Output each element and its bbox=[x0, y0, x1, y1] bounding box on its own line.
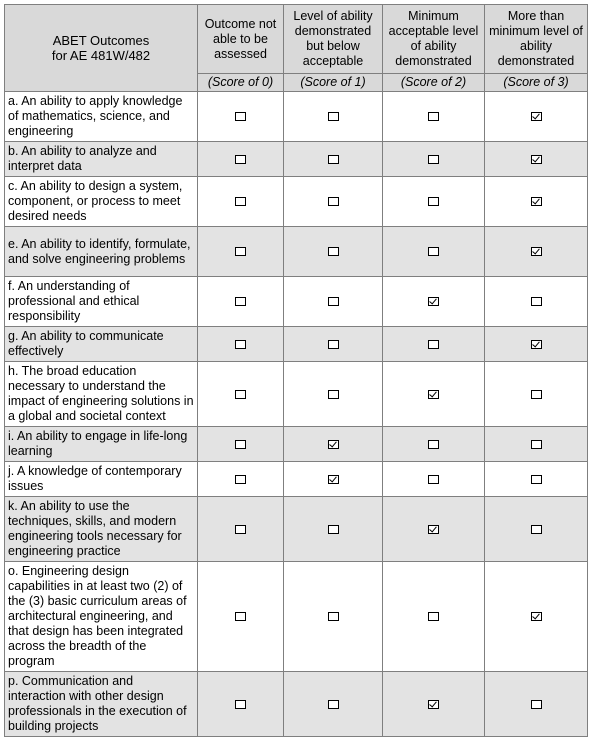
checked-checkbox[interactable] bbox=[531, 340, 542, 349]
empty-checkbox[interactable] bbox=[328, 155, 339, 164]
column-header-score-2: Minimum acceptable level of ability demonstrated bbox=[383, 5, 485, 74]
empty-checkbox[interactable] bbox=[531, 297, 542, 306]
score-cell-1 bbox=[284, 562, 383, 672]
score-cell-2 bbox=[383, 277, 485, 327]
outcome-label: a. An ability to apply knowledge of mathematics, science, and engineering bbox=[5, 92, 198, 142]
score-cell-1 bbox=[284, 362, 383, 427]
checked-checkbox[interactable] bbox=[531, 247, 542, 256]
score-cell-1 bbox=[284, 277, 383, 327]
empty-checkbox[interactable] bbox=[328, 700, 339, 709]
empty-checkbox[interactable] bbox=[235, 197, 246, 206]
score-cell-3 bbox=[485, 462, 588, 497]
outcome-label: f. An understanding of professional and ethical responsibility bbox=[5, 277, 198, 327]
score-cell-3 bbox=[485, 227, 588, 277]
score-cell-2 bbox=[383, 497, 485, 562]
score-cell-1 bbox=[284, 92, 383, 142]
score-cell-3 bbox=[485, 562, 588, 672]
score-label-1: (Score of 1) bbox=[284, 74, 383, 92]
outcome-label: h. The broad education necessary to understand the impact of engineering solutions in a global and societal context bbox=[5, 362, 198, 427]
column-header-score-0: Outcome not able to be assessed bbox=[198, 5, 284, 74]
empty-checkbox[interactable] bbox=[235, 112, 246, 121]
table-row bbox=[5, 562, 588, 672]
empty-checkbox[interactable] bbox=[235, 247, 246, 256]
score-cell-1 bbox=[284, 142, 383, 177]
empty-checkbox[interactable] bbox=[428, 112, 439, 121]
score-cell-3 bbox=[485, 277, 588, 327]
score-label-0: (Score of 0) bbox=[198, 74, 284, 92]
score-cell-3 bbox=[485, 92, 588, 142]
empty-checkbox[interactable] bbox=[235, 612, 246, 621]
score-cell-1 bbox=[284, 227, 383, 277]
score-cell-3 bbox=[485, 177, 588, 227]
score-cell-0 bbox=[198, 327, 284, 362]
checked-checkbox[interactable] bbox=[531, 197, 542, 206]
score-cell-2 bbox=[383, 562, 485, 672]
table-row bbox=[5, 92, 588, 142]
score-cell-3 bbox=[485, 672, 588, 737]
outcome-label: o. Engineering design capabilities in at least two (2) of the (3) basic curriculum areas of architectural engineering, and that design has been integrated across the breadth of the program bbox=[5, 562, 198, 672]
score-cell-2 bbox=[383, 362, 485, 427]
checked-checkbox[interactable] bbox=[531, 155, 542, 164]
outcome-label: p. Communication and interaction with other design professionals in the execution of building projects bbox=[5, 672, 198, 737]
table-row bbox=[5, 427, 588, 462]
checked-checkbox[interactable] bbox=[328, 440, 339, 449]
checked-checkbox[interactable] bbox=[531, 612, 542, 621]
outcome-label: e. An ability to identify, formulate, and solve engineering problems bbox=[5, 227, 198, 277]
header-row bbox=[5, 5, 588, 74]
score-cell-2 bbox=[383, 177, 485, 227]
table-row bbox=[5, 327, 588, 362]
empty-checkbox[interactable] bbox=[235, 297, 246, 306]
score-label-3: (Score of 3) bbox=[485, 74, 588, 92]
score-cell-0 bbox=[198, 672, 284, 737]
outcome-label: c. An ability to design a system, component, or process to meet desired needs bbox=[5, 177, 198, 227]
score-cell-0 bbox=[198, 497, 284, 562]
table-row bbox=[5, 497, 588, 562]
score-cell-1 bbox=[284, 497, 383, 562]
checked-checkbox[interactable] bbox=[328, 475, 339, 484]
table-row bbox=[5, 277, 588, 327]
outcome-rows bbox=[5, 92, 588, 737]
score-cell-0 bbox=[198, 562, 284, 672]
score-cell-3 bbox=[485, 362, 588, 427]
column-header-score-3: More than minimum level of ability demonstrated bbox=[485, 5, 588, 74]
empty-checkbox[interactable] bbox=[428, 340, 439, 349]
score-cell-0 bbox=[198, 142, 284, 177]
empty-checkbox[interactable] bbox=[428, 197, 439, 206]
score-cell-1 bbox=[284, 462, 383, 497]
empty-checkbox[interactable] bbox=[428, 155, 439, 164]
empty-checkbox[interactable] bbox=[235, 340, 246, 349]
empty-checkbox[interactable] bbox=[531, 440, 542, 449]
score-cell-1 bbox=[284, 327, 383, 362]
empty-checkbox[interactable] bbox=[428, 612, 439, 621]
empty-checkbox[interactable] bbox=[328, 340, 339, 349]
empty-checkbox[interactable] bbox=[531, 700, 542, 709]
score-cell-0 bbox=[198, 177, 284, 227]
score-cell-0 bbox=[198, 277, 284, 327]
table-row bbox=[5, 462, 588, 497]
score-cell-2 bbox=[383, 142, 485, 177]
empty-checkbox[interactable] bbox=[235, 700, 246, 709]
score-cell-3 bbox=[485, 427, 588, 462]
empty-checkbox[interactable] bbox=[235, 475, 246, 484]
score-cell-0 bbox=[198, 92, 284, 142]
outcome-label: k. An ability to use the techniques, skills, and modern engineering tools necessary for engineering practice bbox=[5, 497, 198, 562]
empty-checkbox[interactable] bbox=[328, 390, 339, 399]
score-cell-2 bbox=[383, 427, 485, 462]
checked-checkbox[interactable] bbox=[428, 700, 439, 709]
outcome-label: j. A knowledge of contemporary issues bbox=[5, 462, 198, 497]
table-row bbox=[5, 142, 588, 177]
table-row bbox=[5, 672, 588, 737]
column-header-score-1: Level of ability demonstrated but below acceptable bbox=[284, 5, 383, 74]
empty-checkbox[interactable] bbox=[531, 390, 542, 399]
empty-checkbox[interactable] bbox=[531, 475, 542, 484]
outcome-label: g. An ability to communicate effectively bbox=[5, 327, 198, 362]
score-cell-2 bbox=[383, 327, 485, 362]
empty-checkbox[interactable] bbox=[531, 525, 542, 534]
score-cell-1 bbox=[284, 177, 383, 227]
empty-checkbox[interactable] bbox=[328, 197, 339, 206]
score-cell-2 bbox=[383, 227, 485, 277]
score-cell-3 bbox=[485, 497, 588, 562]
empty-checkbox[interactable] bbox=[235, 155, 246, 164]
outcome-label: b. An ability to analyze and interpret data bbox=[5, 142, 198, 177]
score-label-2: (Score of 2) bbox=[383, 74, 485, 92]
empty-checkbox[interactable] bbox=[328, 247, 339, 256]
checked-checkbox[interactable] bbox=[428, 525, 439, 534]
score-cell-1 bbox=[284, 672, 383, 737]
empty-checkbox[interactable] bbox=[235, 390, 246, 399]
empty-checkbox[interactable] bbox=[328, 112, 339, 121]
empty-checkbox[interactable] bbox=[328, 612, 339, 621]
score-cell-0 bbox=[198, 227, 284, 277]
table-title: ABET Outcomes for AE 481W/482 bbox=[5, 5, 198, 92]
checked-checkbox[interactable] bbox=[428, 297, 439, 306]
score-cell-1 bbox=[284, 427, 383, 462]
score-cell-2 bbox=[383, 462, 485, 497]
outcome-label: i. An ability to engage in life-long learning bbox=[5, 427, 198, 462]
empty-checkbox[interactable] bbox=[328, 525, 339, 534]
table-row bbox=[5, 362, 588, 427]
score-cell-3 bbox=[485, 142, 588, 177]
checked-checkbox[interactable] bbox=[428, 390, 439, 399]
table-row bbox=[5, 227, 588, 277]
score-cell-2 bbox=[383, 672, 485, 737]
empty-checkbox[interactable] bbox=[428, 247, 439, 256]
checked-checkbox[interactable] bbox=[531, 112, 542, 121]
abet-outcomes-table bbox=[4, 4, 588, 737]
score-cell-0 bbox=[198, 462, 284, 497]
empty-checkbox[interactable] bbox=[235, 525, 246, 534]
empty-checkbox[interactable] bbox=[328, 297, 339, 306]
empty-checkbox[interactable] bbox=[235, 440, 246, 449]
score-cell-0 bbox=[198, 427, 284, 462]
score-cell-3 bbox=[485, 327, 588, 362]
table-row bbox=[5, 177, 588, 227]
score-cell-2 bbox=[383, 92, 485, 142]
empty-checkbox[interactable] bbox=[428, 475, 439, 484]
score-cell-0 bbox=[198, 362, 284, 427]
empty-checkbox[interactable] bbox=[428, 440, 439, 449]
